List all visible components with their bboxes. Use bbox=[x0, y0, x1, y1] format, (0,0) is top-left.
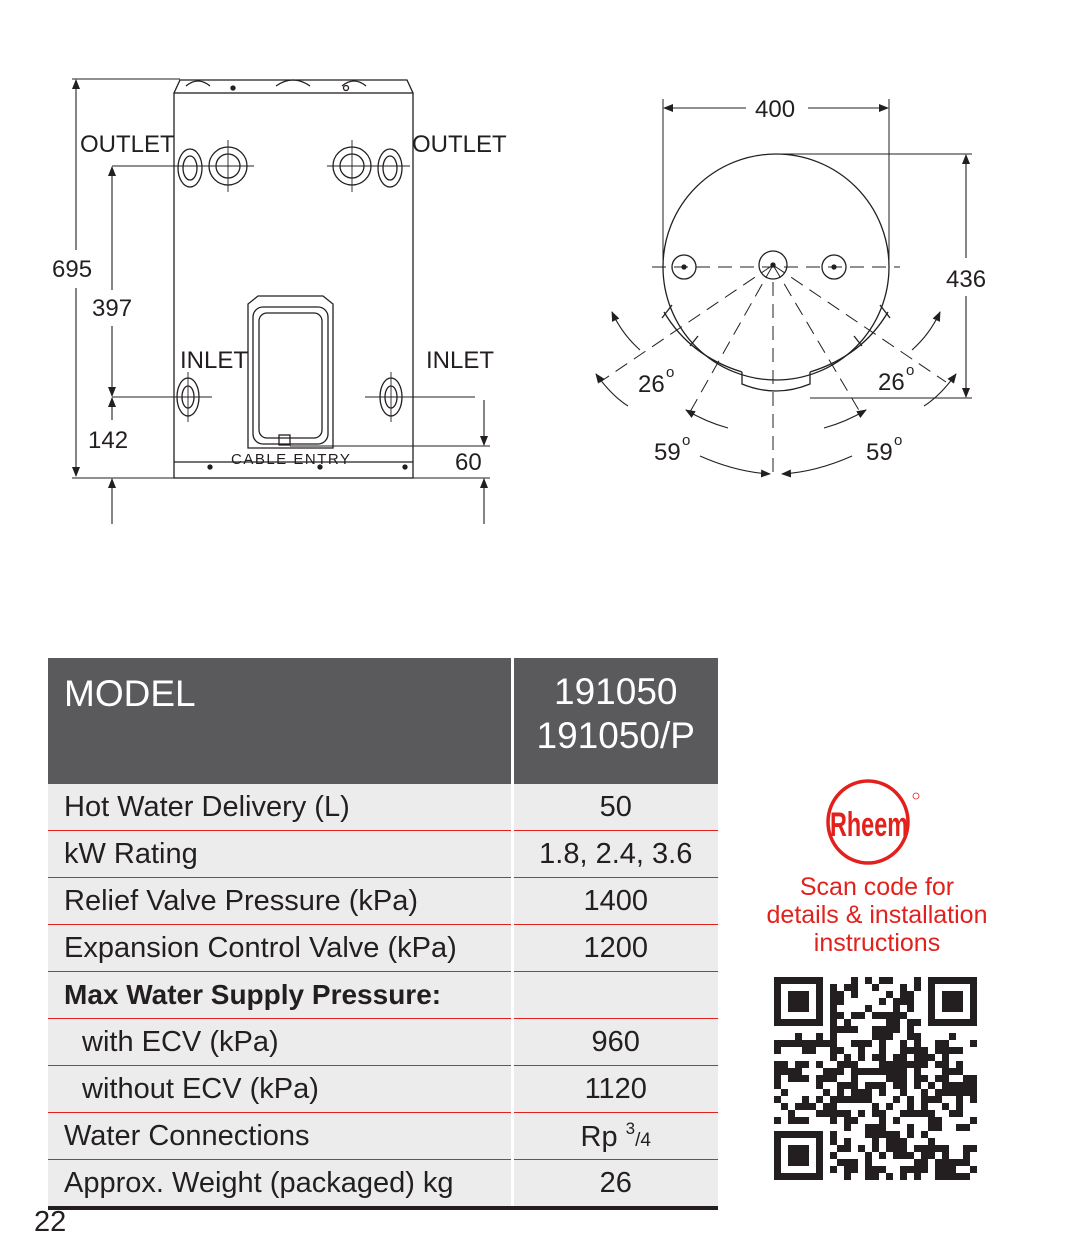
row-value: 1400 bbox=[512, 878, 718, 925]
model-header: MODEL bbox=[48, 658, 512, 784]
row-label: with ECV (kPa) bbox=[48, 1019, 512, 1066]
dim-height-695: 695 bbox=[52, 256, 93, 283]
top-view-drawing bbox=[662, 154, 890, 391]
specification-table bbox=[48, 658, 718, 1210]
degree-mark: o bbox=[906, 362, 915, 379]
table-row bbox=[48, 878, 718, 925]
table-row bbox=[48, 1160, 718, 1209]
degree-mark: o bbox=[666, 364, 675, 381]
page-number: 22 bbox=[34, 1206, 67, 1238]
row-value: 26 bbox=[512, 1160, 718, 1209]
cable-entry-label: CABLE ENTRY bbox=[231, 451, 352, 468]
angle-59-left: 59 bbox=[654, 439, 681, 466]
inlet-right-label: INLET bbox=[426, 347, 495, 374]
angle-26-left: 26 bbox=[638, 371, 665, 398]
degree-mark: o bbox=[682, 432, 691, 449]
degree-mark: o bbox=[894, 432, 903, 449]
front-view-drawing bbox=[174, 80, 413, 478]
row-label: Max Water Supply Pressure: bbox=[48, 972, 512, 1019]
table-row bbox=[48, 1066, 718, 1113]
row-label: Relief Valve Pressure (kPa) bbox=[48, 878, 512, 925]
table-row bbox=[48, 831, 718, 878]
scan-instructions bbox=[752, 873, 1002, 957]
row-value: 1120 bbox=[512, 1066, 718, 1113]
fraction-prefix: Rp bbox=[580, 1120, 618, 1153]
angle-59-right: 59 bbox=[866, 439, 893, 466]
table-row bbox=[48, 784, 718, 831]
row-label: without ECV (kPa) bbox=[48, 1066, 512, 1113]
model-numbers bbox=[512, 658, 718, 784]
dim-outlet-397: 397 bbox=[92, 295, 133, 322]
fraction-denominator: /4 bbox=[635, 1129, 651, 1151]
scan-line: Scan code for bbox=[799, 873, 955, 901]
row-label: kW Rating bbox=[48, 831, 512, 878]
outlet-right-label: OUTLET bbox=[412, 131, 507, 158]
inlet-left-label: INLET bbox=[180, 347, 249, 374]
angle-26-right: 26 bbox=[878, 369, 905, 396]
table-row bbox=[48, 972, 718, 1019]
dim-depth-436: 436 bbox=[946, 266, 987, 293]
fraction-numerator: 3 bbox=[625, 1118, 636, 1138]
scan-line: details & installation bbox=[766, 901, 988, 929]
row-label: Water Connections bbox=[48, 1113, 512, 1160]
table-header-row bbox=[48, 658, 718, 784]
row-value bbox=[512, 1113, 718, 1160]
rheem-logo-text: Rheem bbox=[830, 806, 908, 844]
row-label: Hot Water Delivery (L) bbox=[48, 784, 512, 831]
row-value: 1200 bbox=[512, 925, 718, 972]
outlet-left-label: OUTLET bbox=[80, 131, 175, 158]
table-row bbox=[48, 1019, 718, 1066]
model-number: 191050/P bbox=[536, 715, 695, 756]
row-value: 960 bbox=[512, 1019, 718, 1066]
dim-width-400: 400 bbox=[755, 96, 796, 123]
row-label: Expansion Control Valve (kPa) bbox=[48, 925, 512, 972]
row-value: 50 bbox=[512, 784, 718, 831]
row-label: Approx. Weight (packaged) kg bbox=[48, 1160, 512, 1209]
scan-line: instructions bbox=[813, 929, 941, 957]
table-row bbox=[48, 925, 718, 972]
table-row bbox=[48, 1113, 718, 1160]
row-value: 1.8, 2.4, 3.6 bbox=[512, 831, 718, 878]
row-value bbox=[512, 972, 718, 1019]
qr-code[interactable] bbox=[774, 977, 977, 1180]
model-number: 191050 bbox=[554, 671, 678, 712]
dimension-drawings bbox=[0, 0, 1082, 600]
dim-cable-60: 60 bbox=[455, 449, 482, 476]
dim-inlet-142: 142 bbox=[88, 427, 129, 454]
rheem-logo bbox=[822, 778, 922, 866]
